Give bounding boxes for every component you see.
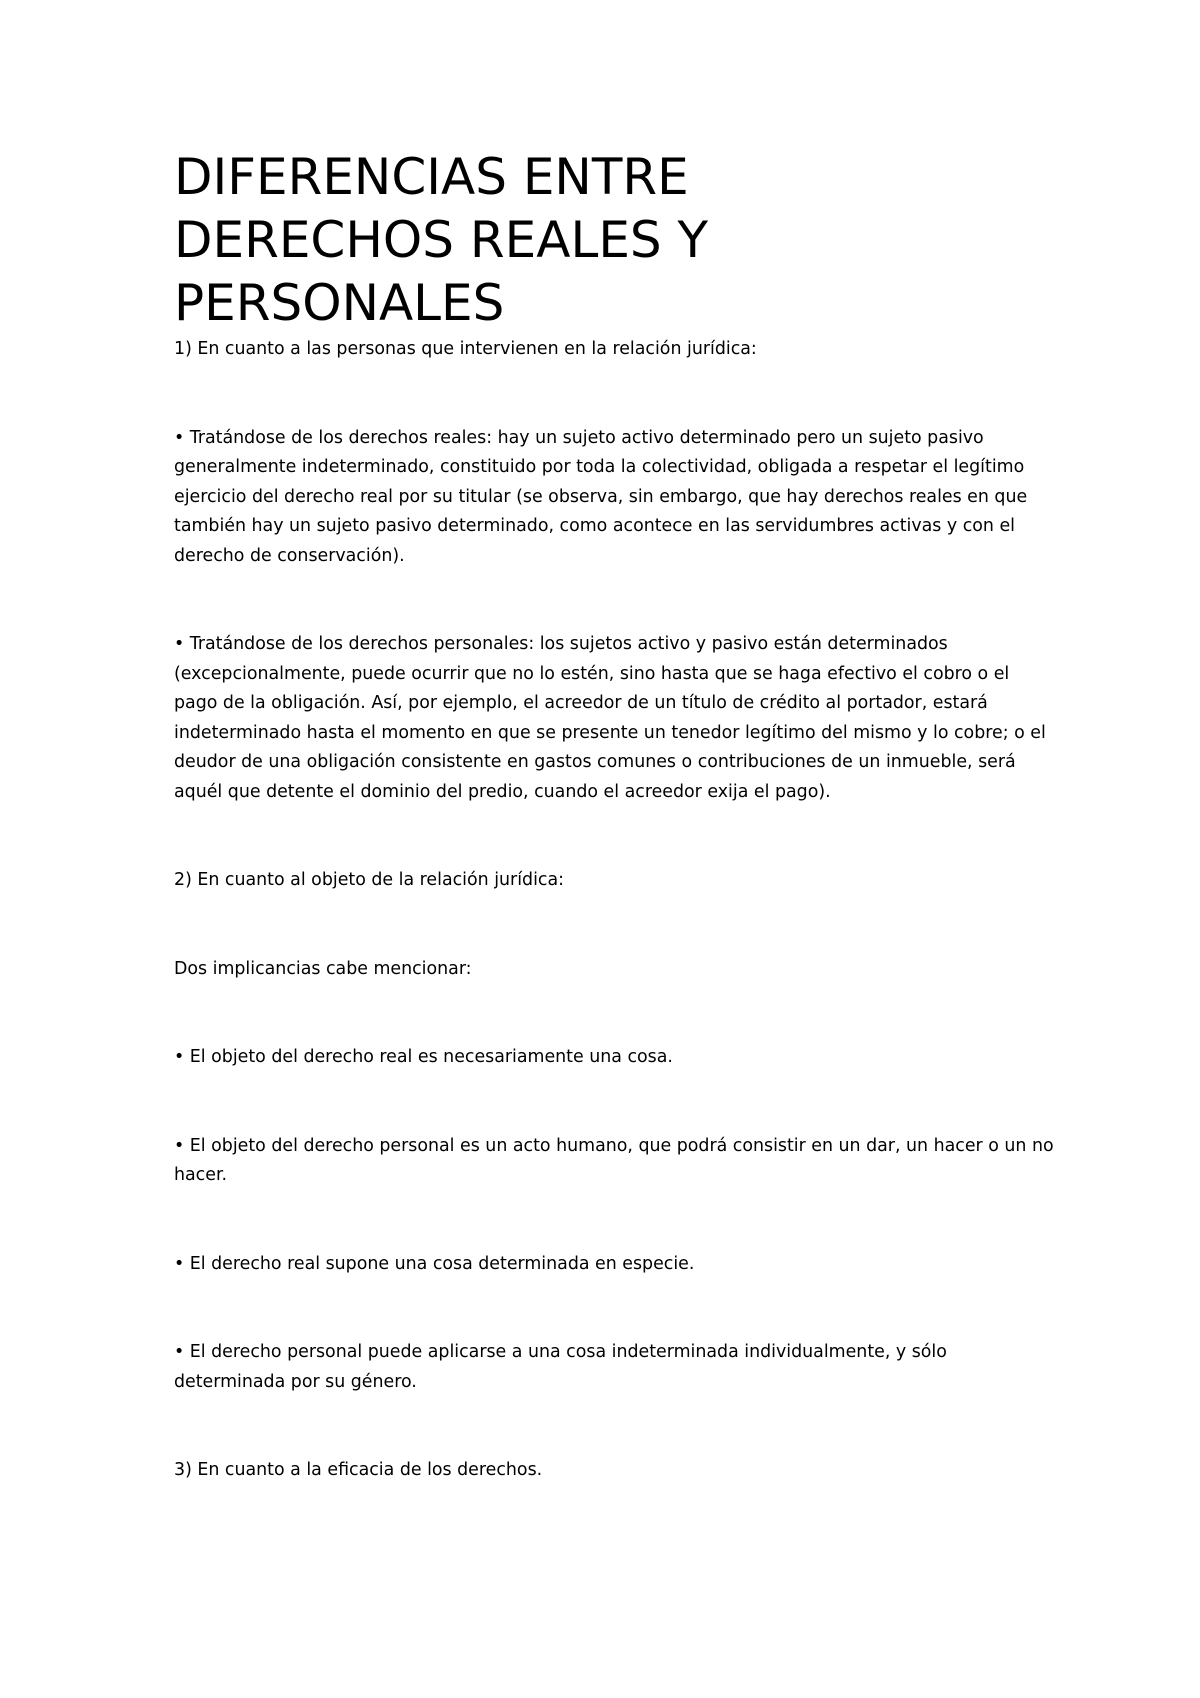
bullet-paragraph: • El objeto del derecho personal es un acto humano, que podrá consistir en un dar, un hacer o un no hacer. [174, 1132, 1054, 1191]
bullet-paragraph: • Tratándose de los derechos personales: los sujetos activo y pasivo están determinados (excepcionalmente, puede ocurrir que no lo estén, sino hasta que se haga efectivo el cobro o el pago de la obligación. Así, por ejemplo, el acreedor de un título de crédito al portador, estará indeterminado hasta el momento en que se presente un tenedor legítimo del mismo y lo cobre; o el deudor de una obligación consistente en gastos comunes o contribuciones de un inmueble, será aquél que detente el dominio del predio, cuando el acreedor exija el pago). [174, 630, 1054, 807]
section-heading: 3) En cuanto a la eficacia de los derechos. [174, 1460, 543, 1480]
bullet-paragraph: • El derecho personal puede aplicarse a una cosa indeterminada individualmente, y sólo determinada por su género. [174, 1338, 1054, 1397]
bullet-paragraph: • Tratándose de los derechos reales: hay un sujeto activo determinado pero un sujeto pasivo generalmente indeterminado, constituido por toda la colectividad, obligada a respetar el legítimo ejercicio del derecho real por su titular (se observa, sin embargo, que hay derechos reales en que también hay un sujeto pasivo determinado, como acontece en las servidumbres activas y con el derecho de conservación). [174, 424, 1054, 572]
bullet-paragraph: • El objeto del derecho real es necesariamente una cosa. [174, 1043, 1054, 1073]
paragraph: Dos implicancias cabe mencionar: [174, 958, 472, 979]
section-heading: 1) En cuanto a las personas que intervienen en la relación jurídica: [174, 339, 757, 359]
document-title: DIFERENCIAS ENTRE DERECHOS REALES Y PERSONALES [174, 148, 709, 332]
bullet-paragraph: • El derecho real supone una cosa determinada en especie. [174, 1250, 1054, 1280]
document-body [174, 146, 1054, 1486]
section-heading: 2) En cuanto al objeto de la relación jurídica: [174, 870, 564, 890]
